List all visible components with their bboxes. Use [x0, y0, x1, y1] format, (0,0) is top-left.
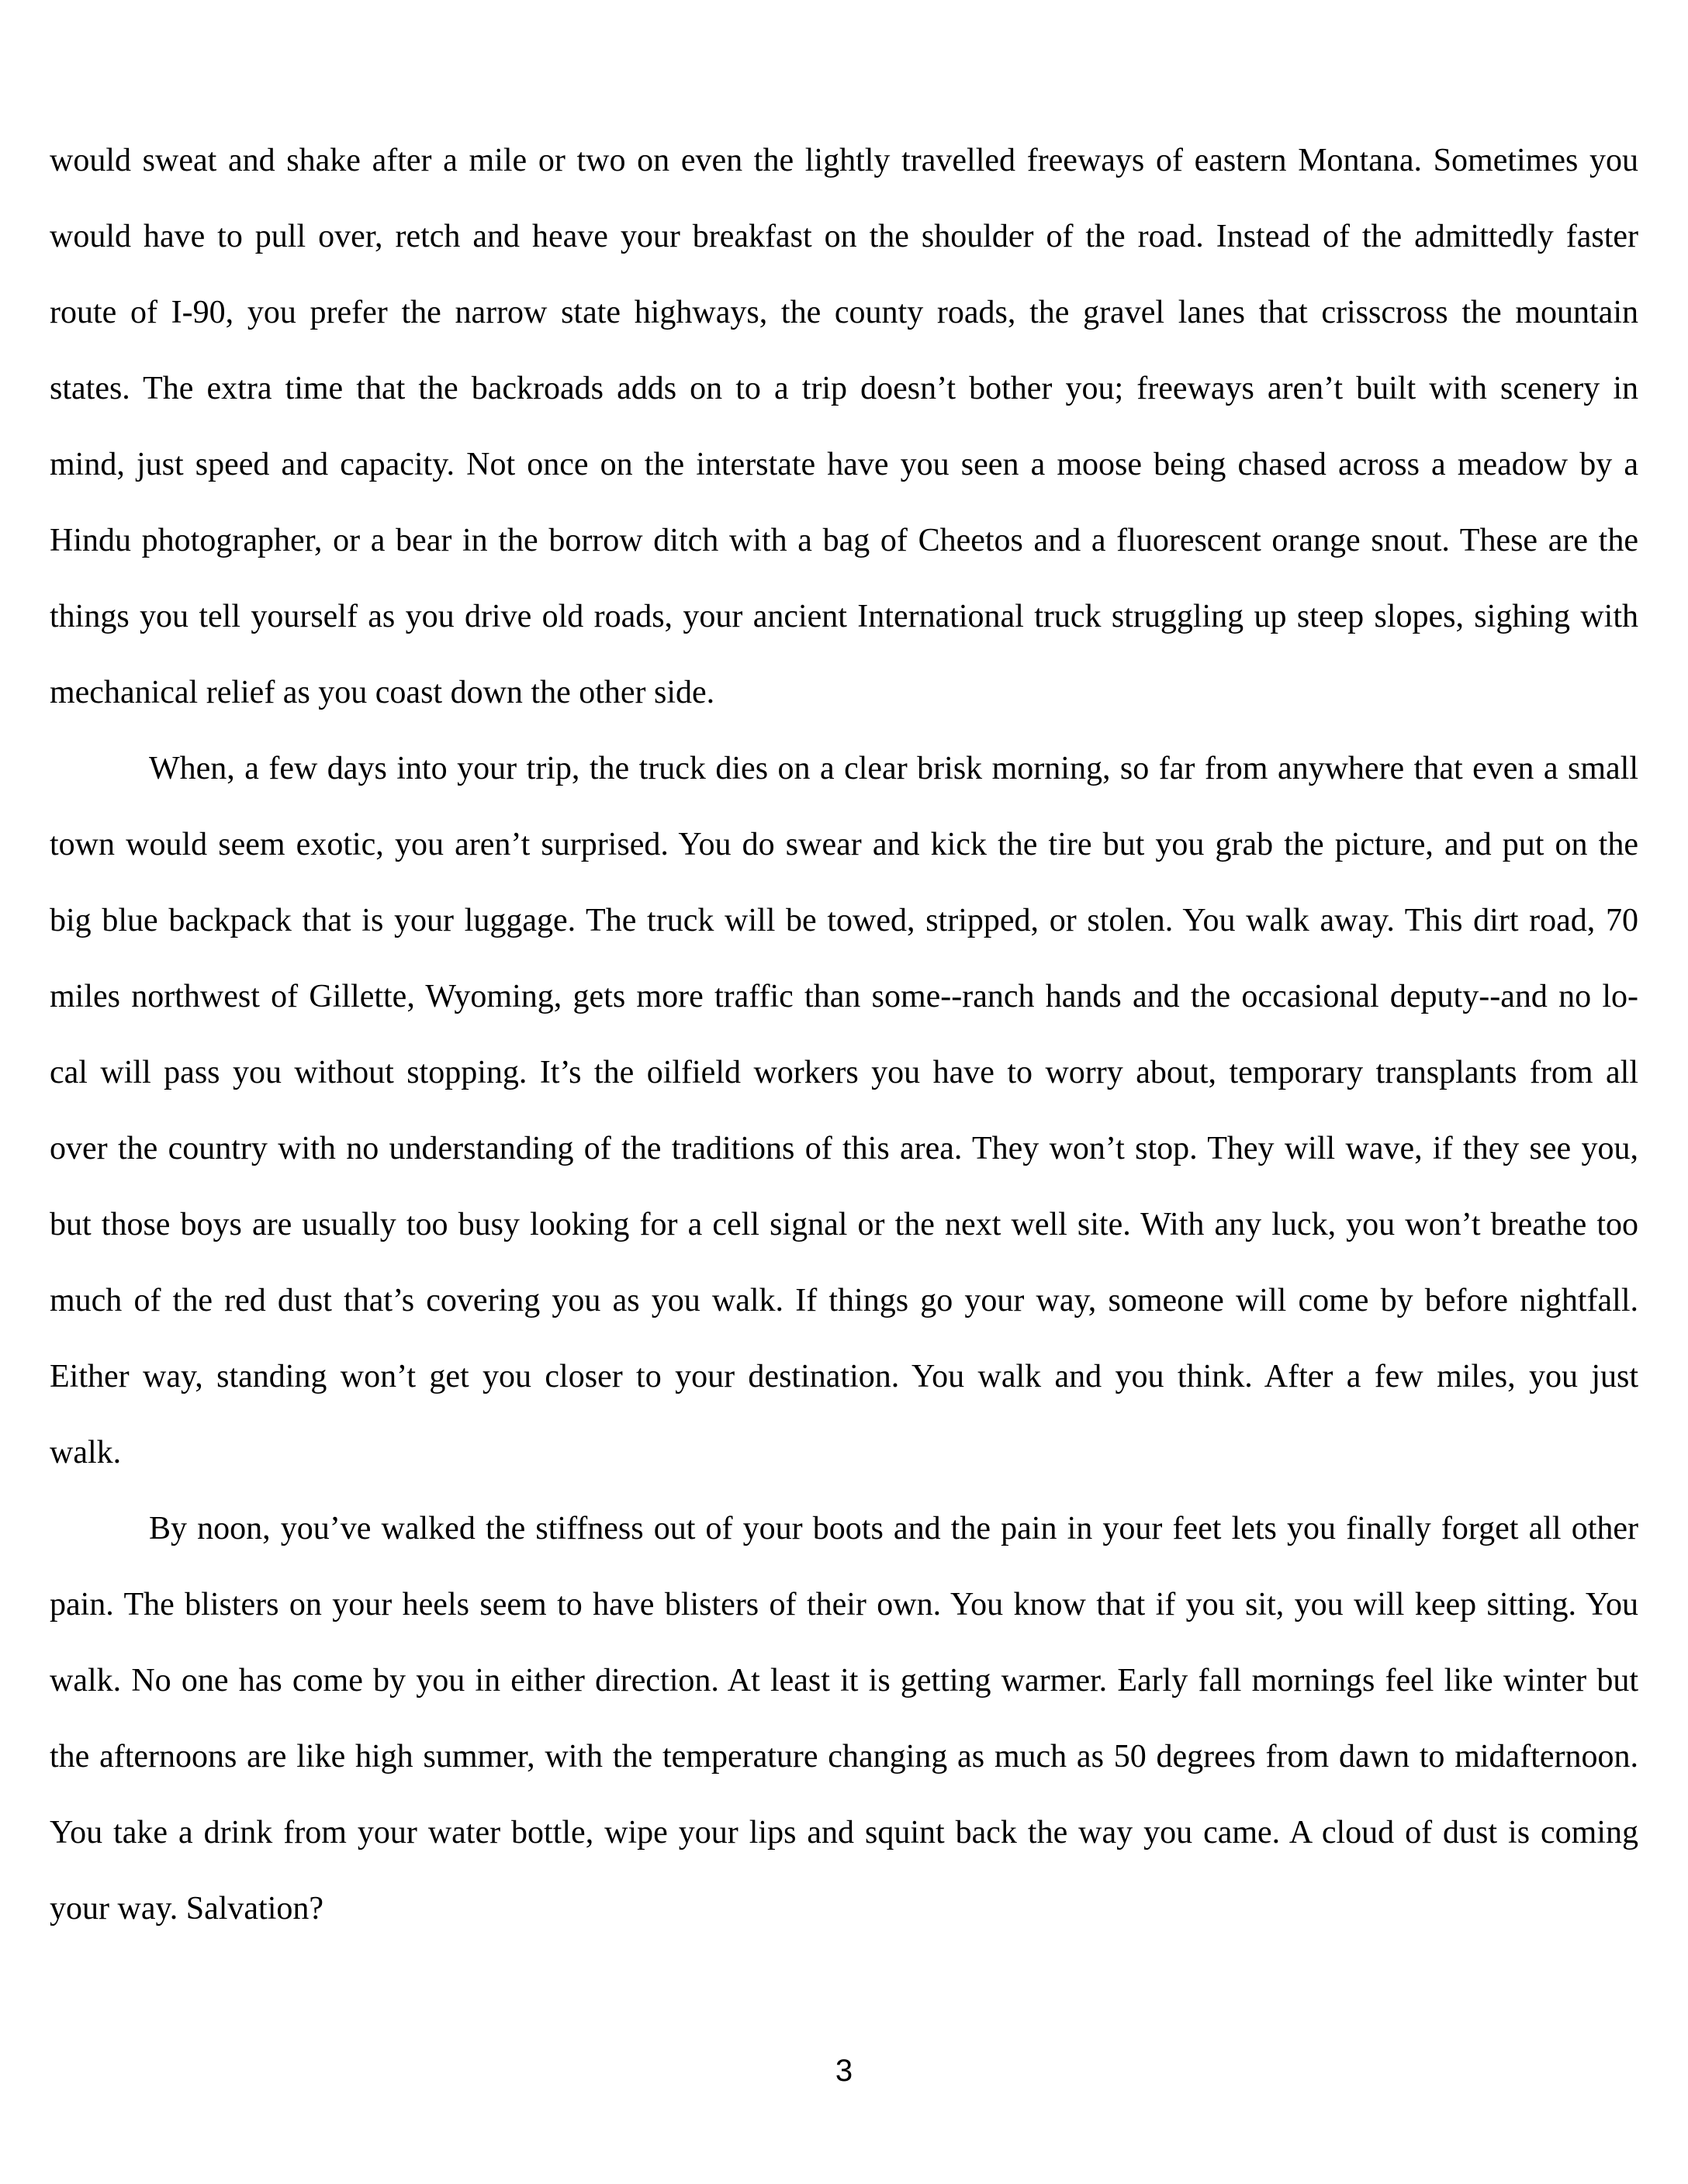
- text-line: the afternoons are like high summer, with the temperature changing as much as 50 degrees from dawn to midafternoon.: [50, 1739, 1638, 1774]
- text-line: pain. The blisters on your heels seem to have blisters of their own. You know that if you sit, you will keep sitting. You: [50, 1587, 1638, 1622]
- paragraph-start-line: By noon, you’ve walked the stiffness out of your boots and the pain in your feet lets you finally forget all other: [149, 1511, 1638, 1546]
- text-line: mechanical relief as you coast down the other side.: [50, 675, 715, 710]
- page-number: 3: [835, 2054, 853, 2088]
- text-line: but those boys are usually too busy looking for a cell signal or the next well site. With any luck, you won’t breathe too: [50, 1207, 1638, 1242]
- text-line: states. The extra time that the backroads adds on to a trip doesn’t bother you; freeways aren’t built with scenery in: [50, 371, 1638, 406]
- text-line: walk. No one has come by you in either direction. At least it is getting warmer. Early fall mornings feel like winter but: [50, 1663, 1638, 1698]
- text-line: over the country with no understanding of the traditions of this area. They won’t stop. They will wave, if they see you,: [50, 1131, 1638, 1166]
- text-line: your way. Salvation?: [50, 1891, 324, 1927]
- text-line: route of I-90, you prefer the narrow state highways, the county roads, the gravel lanes that crisscross the mountain: [50, 295, 1638, 330]
- text-line: things you tell yourself as you drive old roads, your ancient International truck struggling up steep slopes, sighing with: [50, 599, 1638, 634]
- text-line: cal will pass you without stopping. It’s the oilfield workers you have to worry about, temporary transplants from all: [50, 1055, 1638, 1090]
- text-line: Either way, standing won’t get you closer to your destination. You walk and you think. After a few miles, you just: [50, 1359, 1638, 1394]
- text-line: town would seem exotic, you aren’t surprised. You do swear and kick the tire but you grab the picture, and put on the: [50, 827, 1638, 862]
- text-line: much of the red dust that’s covering you as you walk. If things go your way, someone will come by before nightfall.: [50, 1283, 1638, 1318]
- text-line: walk.: [50, 1435, 122, 1470]
- paragraph-start-line: When, a few days into your trip, the truck dies on a clear brisk morning, so far from anywhere that even a small: [149, 751, 1638, 786]
- text-line: would sweat and shake after a mile or two on even the lightly travelled freeways of eastern Montana. Sometimes you: [50, 143, 1638, 178]
- text-line: Hindu photographer, or a bear in the borrow ditch with a bag of Cheetos and a fluorescent orange snout. These are the: [50, 523, 1638, 558]
- text-line: mind, just speed and capacity. Not once on the interstate have you seen a moose being chased across a meadow by a: [50, 447, 1638, 482]
- text-line: miles northwest of Gillette, Wyoming, gets more traffic than some--ranch hands and the occasional deputy--and no lo-: [50, 979, 1638, 1014]
- text-line: would have to pull over, retch and heave your breakfast on the shoulder of the road. Instead of the admittedly faster: [50, 219, 1638, 254]
- text-line: You take a drink from your water bottle, wipe your lips and squint back the way you came. A cloud of dust is coming: [50, 1815, 1638, 1851]
- text-line: big blue backpack that is your luggage. The truck will be towed, stripped, or stolen. You walk away. This dirt road, 70: [50, 903, 1638, 938]
